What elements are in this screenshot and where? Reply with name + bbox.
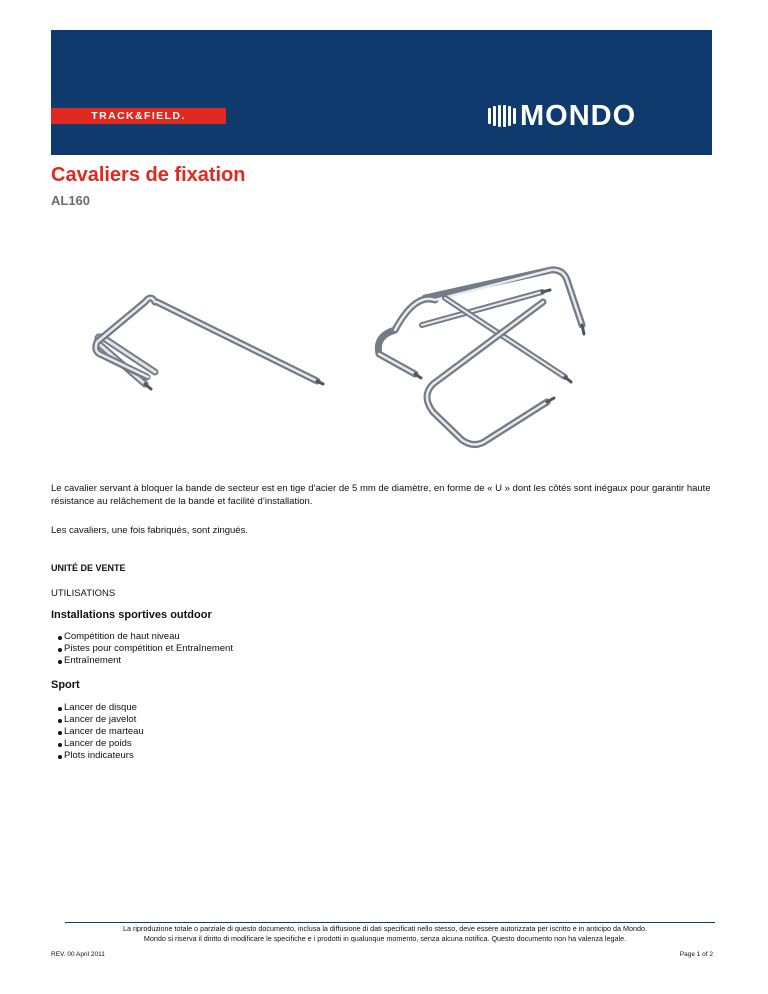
list-item: Lancer de disque (58, 702, 144, 714)
outdoor-list (58, 631, 233, 667)
footer-divider (65, 922, 715, 923)
product-image (85, 262, 625, 452)
section-title-outdoor: Installations sportives outdoor (51, 609, 212, 621)
list-item: Entraînement (58, 655, 233, 667)
list-item: Lancer de poids (58, 738, 144, 750)
uses-heading: UTILISATIONS (51, 588, 116, 599)
list-item: Plots indicateurs (58, 750, 144, 762)
footer-legal-line1: La riproduzione totale o parziale di questo documento, inclusa la diffusione di dati specificati nello stesso, deve essere autorizzata per iscritto e in anticipo da Mondo. (122, 924, 648, 933)
mondo-logo (488, 101, 636, 131)
sale-unit-heading: UNITÉ DE VENTE (51, 563, 126, 573)
list-item: Pistes pour compétition et Entraînement (58, 643, 233, 655)
track-field-badge: TRACK&FIELD. (51, 108, 226, 124)
mondo-logo-icon (488, 105, 516, 127)
product-description: Le cavalier servant à bloquer la bande de secteur est en tige d’acier de 5 mm de diamètre, en forme de « U » dont les côtés sont inégaux pour garantir haute résistance au relâchement de la bande et facilité d’installation. (51, 483, 711, 507)
list-item: Lancer de javelot (58, 714, 144, 726)
list-item: Lancer de marteau (58, 726, 144, 738)
section-title-sport: Sport (51, 679, 80, 691)
product-code: AL160 (51, 193, 91, 208)
header-banner (51, 30, 712, 155)
footer-legal-line2: Mondo si riserva il diritto di modificare le specifiche e i prodotti in qualunque momento, senza alcuna notifica. Questo documento non ha valenza legale. (143, 934, 627, 943)
footer-revision: REV. 00 April 2011 (51, 951, 105, 958)
page-title: Cavaliers de fixation (51, 164, 246, 186)
mondo-logo-text: MONDO (520, 100, 637, 132)
footer-page-number: Page 1 of 2 (679, 951, 713, 958)
sport-list (58, 702, 144, 762)
product-note: Les cavaliers, une fois fabriqués, sont zingués. (51, 525, 248, 536)
footer-legal (51, 924, 719, 944)
list-item: Compétition de haut niveau (58, 631, 233, 643)
